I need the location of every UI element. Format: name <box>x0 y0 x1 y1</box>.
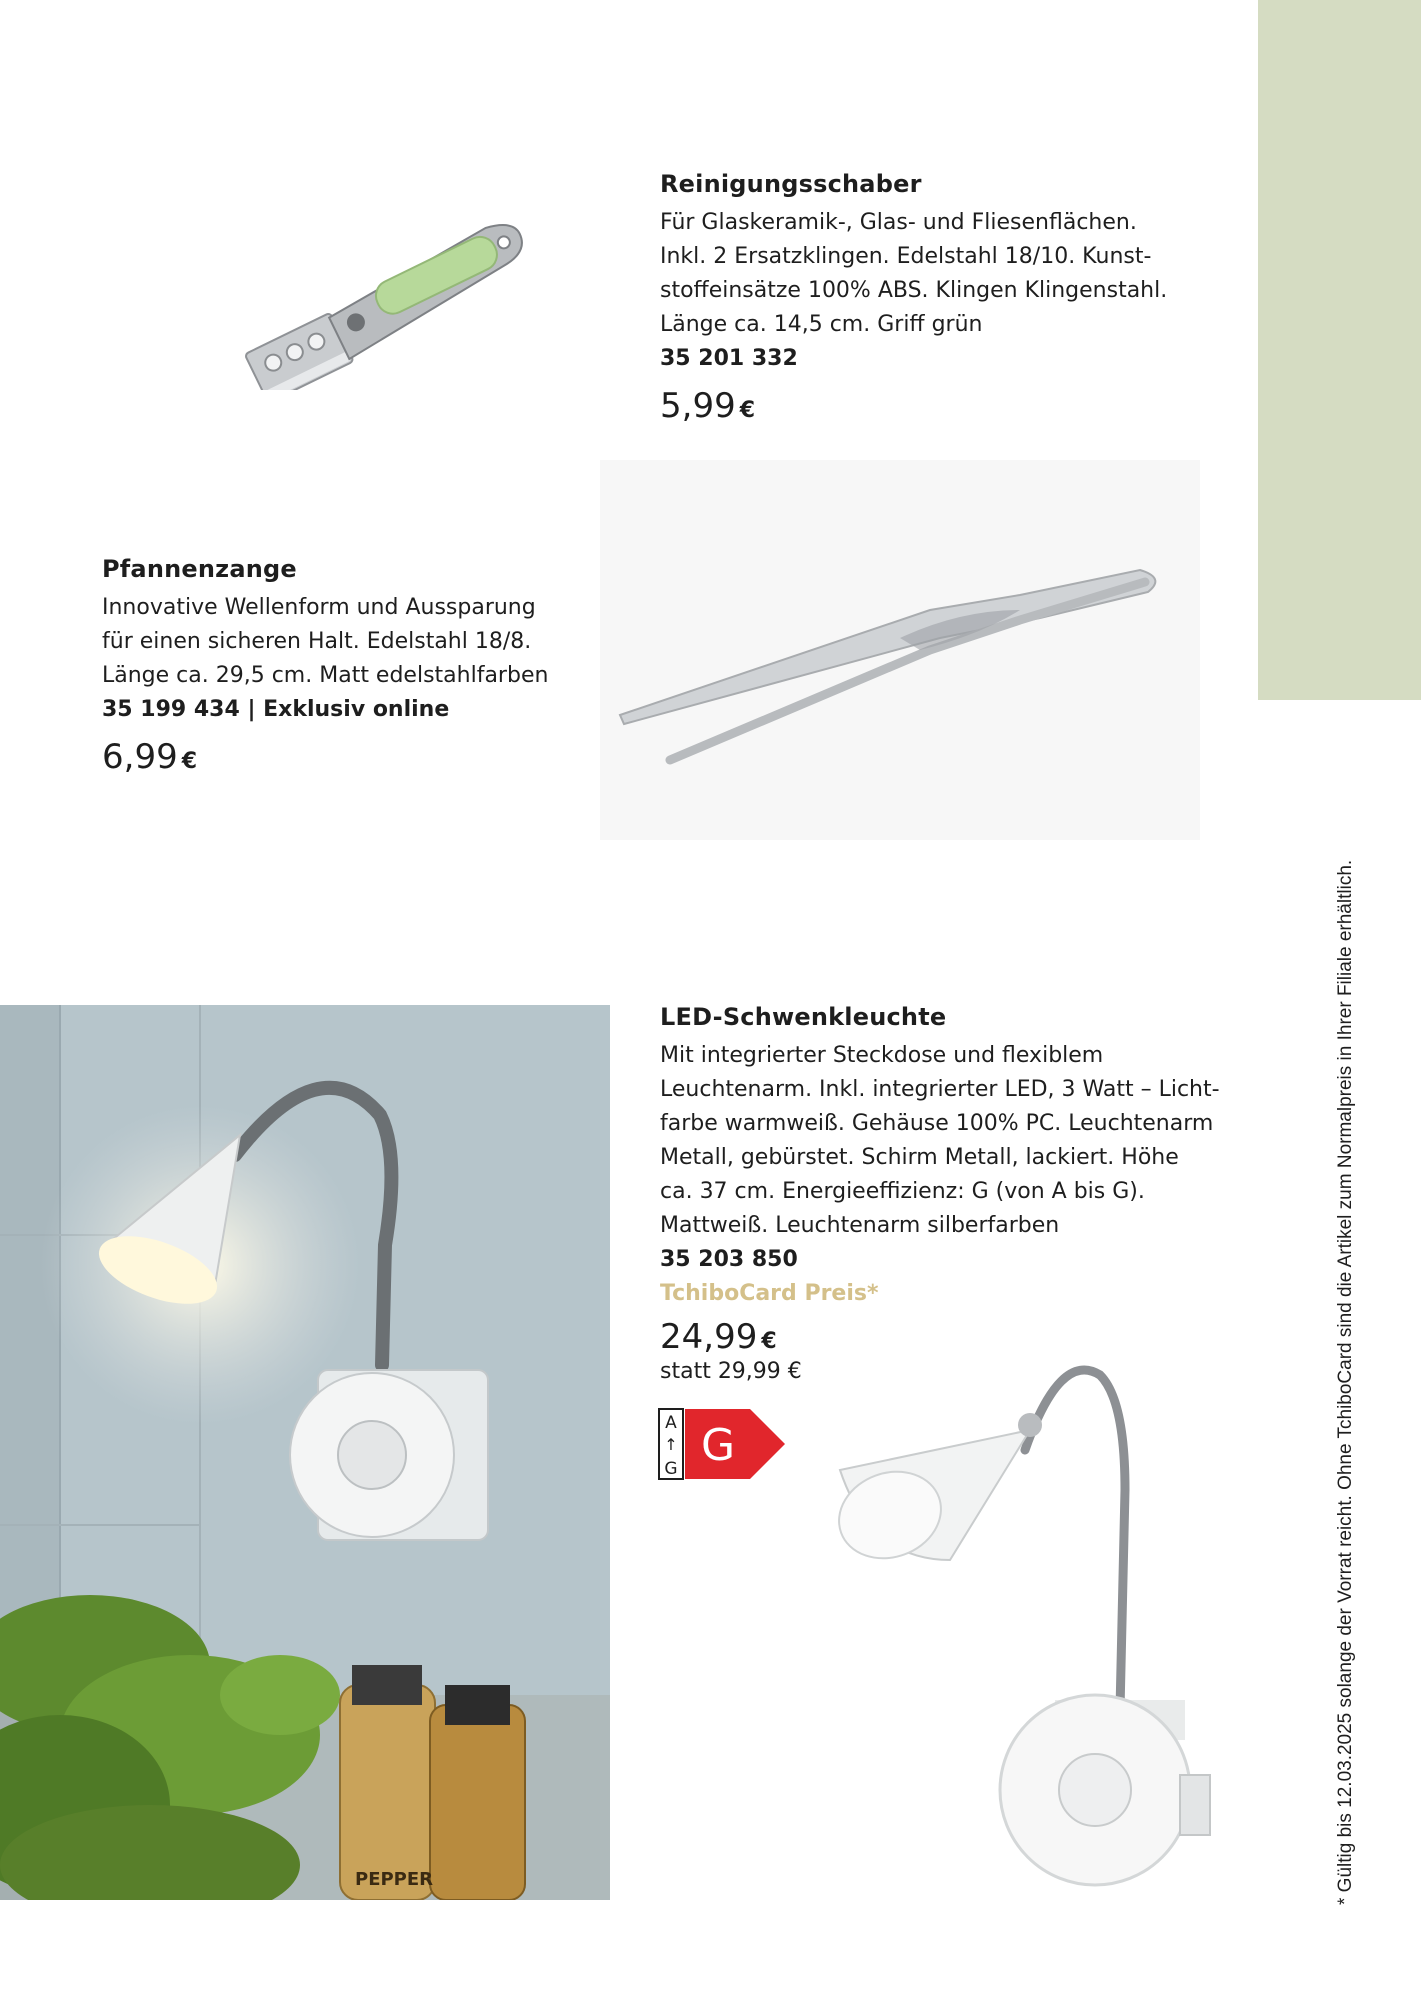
bottle-label: PEPPER <box>355 1869 434 1890</box>
product-desc-line: Leuchtenarm. Inkl. integrierter LED, 3 Watt – Licht- <box>660 1077 1220 1102</box>
scraper-image <box>210 180 550 390</box>
product-code: 35 199 434 | Exklusiv online <box>102 697 450 722</box>
product-desc-line: Länge ca. 14,5 cm. Griff grün <box>660 312 983 337</box>
product-desc-line: Innovative Wellenform und Aussparung <box>102 595 536 620</box>
price-currency: € <box>181 749 198 774</box>
product-desc-line: Mattweiß. Leuchtenarm silberfarben <box>660 1213 1060 1238</box>
product-desc-line: stoffeinsätze 100% ABS. Klingen Klingenstahl. <box>660 278 1168 303</box>
product-desc-line: farbe warmweiß. Gehäuse 100% PC. Leuchtenarm <box>660 1111 1214 1136</box>
product-title: Pfannenzange <box>102 555 297 583</box>
product-desc-line: Länge ca. 29,5 cm. Matt edelstahlfarben <box>102 663 549 688</box>
product-title: Reinigungsschaber <box>660 170 922 198</box>
lamp-mood-photo <box>0 1005 610 1900</box>
product-led-schwenkleuchte <box>660 1003 1260 1384</box>
product-desc-line: Metall, gebürstet. Schirm Metall, lackiert. Höhe <box>660 1145 1179 1170</box>
sidebar-color-band <box>1258 0 1421 700</box>
tongs-image <box>600 460 1200 840</box>
energy-scale-bottom: G <box>664 1459 678 1479</box>
product-code: 35 201 332 <box>660 346 798 371</box>
price-currency: € <box>739 398 756 423</box>
product-desc-line: für einen sicheren Halt. Edelstahl 18/8. <box>102 629 532 654</box>
product-reinigungsschaber <box>660 170 1220 426</box>
product-pfannenzange <box>102 555 622 777</box>
tchibocard-price-label: TchiboCard Preis* <box>660 1281 879 1306</box>
product-price <box>660 386 1220 426</box>
price-value: 24,99 <box>660 1317 758 1357</box>
energy-class: G <box>700 1420 736 1471</box>
price-value: 5,99 <box>660 386 736 426</box>
product-desc-line: Inkl. 2 Ersatzklingen. Edelstahl 18/10. Kunst- <box>660 244 1152 269</box>
lamp-product-image <box>830 1330 1270 1890</box>
price-value: 6,99 <box>102 737 178 777</box>
legal-note: * Gültig bis 12.03.2025 solange der Vorrat reicht. Ohne TchiboCard sind die Artikel zum Normalpreis in Ihrer Filiale erhältlich. <box>1335 859 1356 1905</box>
product-desc-line: Mit integrierter Steckdose und flexiblem <box>660 1043 1104 1068</box>
product-title: LED-Schwenkleuchte <box>660 1003 947 1031</box>
old-price: statt 29,99 € <box>660 1359 802 1384</box>
price-currency: € <box>761 1329 777 1354</box>
energy-scale-top: A <box>665 1413 677 1433</box>
product-price <box>102 737 622 777</box>
product-code: 35 203 850 <box>660 1247 798 1272</box>
arrow-up-icon: ↑ <box>664 1435 678 1454</box>
energy-label <box>658 1408 788 1480</box>
product-desc-line: Für Glaskeramik-, Glas- und Fliesenflächen. <box>660 210 1137 235</box>
product-desc-line: ca. 37 cm. Energieeffizienz: G (von A bis G). <box>660 1179 1145 1204</box>
